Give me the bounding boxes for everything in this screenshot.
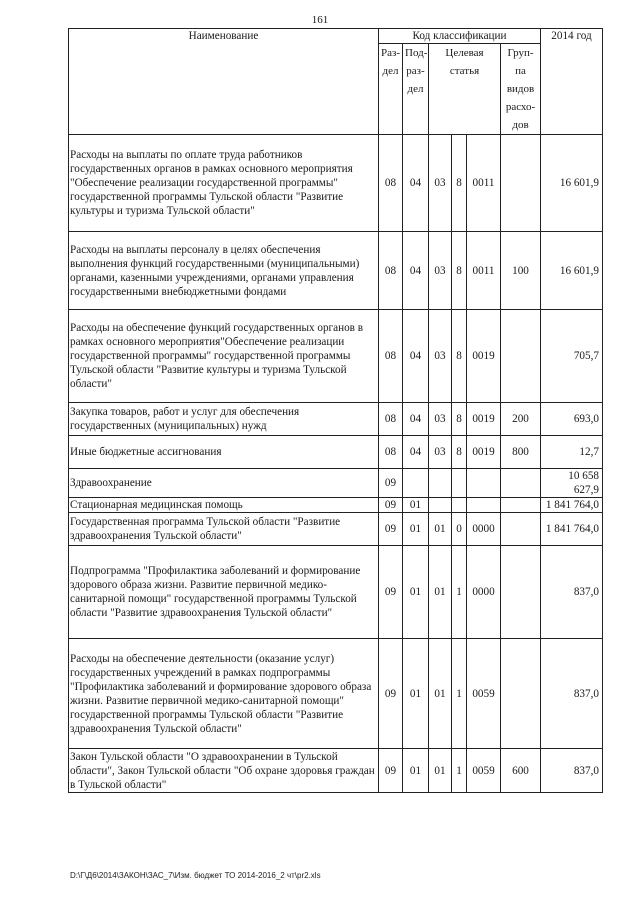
row-name: Закон Тульской области "О здравоохранении в Тульской области", Закон Тульской области "Об охране здоровья граждан в Тульской области" [69, 749, 379, 793]
row-section: 08 [379, 232, 403, 310]
row-target-subprogram: 1 [452, 639, 467, 749]
row-target-direction: 0000 [467, 546, 501, 639]
row-target-program: 01 [429, 546, 452, 639]
row-target-program [429, 498, 452, 513]
row-target-subprogram: 1 [452, 546, 467, 639]
row-target-direction: 0011 [467, 135, 501, 232]
row-section: 08 [379, 135, 403, 232]
row-target-program: 03 [429, 135, 452, 232]
row-expense-group [501, 469, 541, 498]
row-amount: 837,0 [541, 546, 603, 639]
row-target-subprogram: 0 [452, 513, 467, 546]
row-amount: 1 841 764,0 [541, 513, 603, 546]
header-name: Наименование [69, 29, 379, 135]
row-subsection: 04 [403, 232, 429, 310]
header-year: 2014 год [541, 29, 603, 135]
header-subsection: Под- раз- дел [403, 44, 429, 135]
row-target-program [429, 469, 452, 498]
row-target-direction: 0059 [467, 749, 501, 793]
row-target-program: 01 [429, 513, 452, 546]
row-name: Государственная программа Тульской области "Развитие здравоохранения Тульской области" [69, 513, 379, 546]
row-amount: 705,7 [541, 310, 603, 403]
row-name: Закупка товаров, работ и услуг для обеспечения государственных (муниципальных) нужд [69, 403, 379, 436]
table-row [69, 436, 603, 469]
row-section: 08 [379, 436, 403, 469]
row-section: 09 [379, 498, 403, 513]
row-name: Иные бюджетные ассигнования [69, 436, 379, 469]
row-name: Подпрограмма "Профилактика заболеваний и формирование здорового образа жизни. Развитие первичной медико-санитарной помощи" государственной программы Тульской области "Развитие здравоохранения Тульской области" [69, 546, 379, 639]
row-amount: 12,7 [541, 436, 603, 469]
row-target-program: 03 [429, 232, 452, 310]
row-subsection: 01 [403, 639, 429, 749]
row-name: Здравоохранение [69, 469, 379, 498]
row-name: Расходы на обеспечение деятельности (оказание услуг) государственных учреждений в рамках подпрограммы "Профилактика заболеваний и формирование здорового образа жизни. Развитие первичной медико-санитарной помощи" государственной программы Тульской области "Развитие здравоохранения Тульской области" [69, 639, 379, 749]
row-target-subprogram [452, 469, 467, 498]
row-name: Расходы на обеспечение функций государственных органов в рамках основного мероприятия"Обеспечение реализации государственной программы" государственной программы Тульской области "Развитие культуры и туризма Тульской области" [69, 310, 379, 403]
row-target-direction: 0019 [467, 436, 501, 469]
row-target-program: 01 [429, 639, 452, 749]
row-expense-group [501, 639, 541, 749]
header-code: Код классификации [379, 29, 541, 44]
row-subsection: 04 [403, 436, 429, 469]
row-section: 09 [379, 469, 403, 498]
row-target-program: 03 [429, 403, 452, 436]
file-path-footer: D:\Г\Д6\2014\ЗАКОН\ЗАС_7\Изм. бюджет ТО 2014-2016_2 чт\pr2.xls [70, 871, 321, 880]
row-section: 08 [379, 403, 403, 436]
row-target-direction [467, 469, 501, 498]
table-row [69, 498, 603, 513]
table-row [69, 403, 603, 436]
row-name: Расходы на выплаты персоналу в целях обеспечения выполнения функций государственными (муниципальными) органами, казенными учреждениями, органами управления государственными внебюджетными фондами [69, 232, 379, 310]
row-name: Стационарная медицинская помощь [69, 498, 379, 513]
page-number: 161 [311, 14, 329, 26]
row-amount: 16 601,9 [541, 135, 603, 232]
row-expense-group [501, 513, 541, 546]
row-section: 09 [379, 546, 403, 639]
row-amount: 1 841 764,0 [541, 498, 603, 513]
row-amount: 837,0 [541, 749, 603, 793]
row-target-direction: 0059 [467, 639, 501, 749]
row-section: 08 [379, 310, 403, 403]
table-row [69, 546, 603, 639]
row-amount: 16 601,9 [541, 232, 603, 310]
row-target-subprogram: 8 [452, 232, 467, 310]
row-subsection: 01 [403, 546, 429, 639]
header-section: Раз- дел [379, 44, 403, 135]
row-section: 09 [379, 513, 403, 546]
row-target-direction: 0019 [467, 403, 501, 436]
row-amount: 10 658 627,9 [541, 469, 603, 498]
table-row [69, 310, 603, 403]
row-target-subprogram: 8 [452, 135, 467, 232]
header-target: Целевая статья [429, 44, 501, 135]
row-expense-group [501, 546, 541, 639]
row-target-direction: 0000 [467, 513, 501, 546]
row-subsection: 04 [403, 310, 429, 403]
row-expense-group: 800 [501, 436, 541, 469]
row-target-subprogram [452, 498, 467, 513]
row-target-program: 03 [429, 310, 452, 403]
row-subsection: 01 [403, 513, 429, 546]
table-row [69, 135, 603, 232]
row-target-direction: 0019 [467, 310, 501, 403]
row-target-direction: 0011 [467, 232, 501, 310]
row-target-program: 01 [429, 749, 452, 793]
row-target-program: 03 [429, 436, 452, 469]
row-amount: 837,0 [541, 639, 603, 749]
row-subsection: 01 [403, 498, 429, 513]
table-row [69, 469, 603, 498]
table-row [69, 749, 603, 793]
row-subsection: 04 [403, 403, 429, 436]
budget-table [68, 28, 603, 793]
row-target-subprogram: 1 [452, 749, 467, 793]
table-row [69, 639, 603, 749]
row-subsection [403, 469, 429, 498]
row-expense-group: 200 [501, 403, 541, 436]
row-target-subprogram: 8 [452, 403, 467, 436]
table-row [69, 513, 603, 546]
row-section: 09 [379, 749, 403, 793]
row-expense-group: 600 [501, 749, 541, 793]
row-subsection: 04 [403, 135, 429, 232]
row-expense-group: 100 [501, 232, 541, 310]
row-name: Расходы на выплаты по оплате труда работников государственных органов в рамках основного мероприятия "Обеспечение реализации государственной программы" государственной программы Тульской области "Развитие культуры и туризма Тульской области" [69, 135, 379, 232]
row-expense-group [501, 310, 541, 403]
row-expense-group [501, 498, 541, 513]
row-subsection: 01 [403, 749, 429, 793]
row-target-subprogram: 8 [452, 310, 467, 403]
row-target-subprogram: 8 [452, 436, 467, 469]
row-section: 09 [379, 639, 403, 749]
table-row [69, 232, 603, 310]
row-target-direction [467, 498, 501, 513]
row-expense-group [501, 135, 541, 232]
row-amount: 693,0 [541, 403, 603, 436]
header-group: Груп- па видов расхо- дов [501, 44, 541, 135]
